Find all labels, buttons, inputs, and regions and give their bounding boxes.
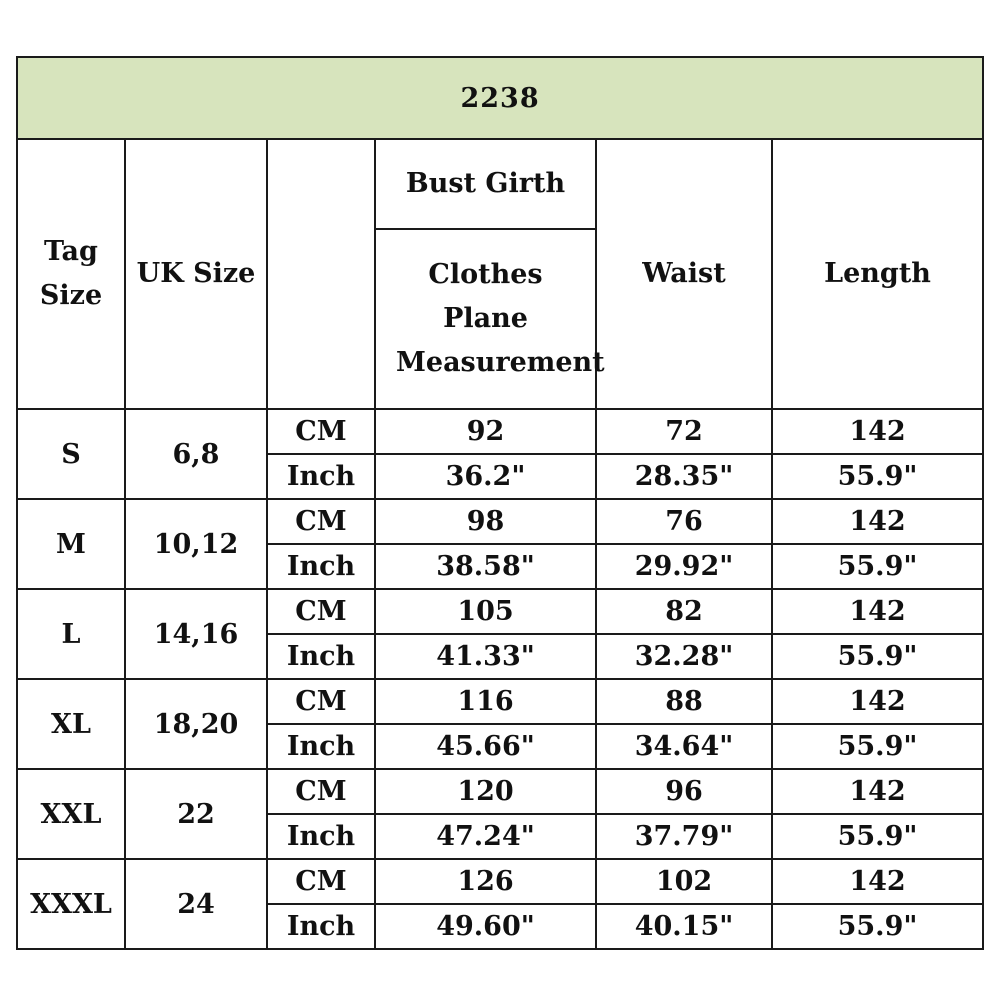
header-clothes-plane-measurement: Clothes Plane Measurement [375,229,596,409]
size-table [16,56,984,950]
unit-cell: Inch [267,904,375,949]
bust-cell: 49.60" [375,904,596,949]
length-cell: 142 [772,859,983,904]
table-row [17,859,983,904]
length-cell: 142 [772,769,983,814]
unit-cell: CM [267,679,375,724]
waist-cell: 88 [596,679,772,724]
uk-size-cell: 18,20 [125,679,267,769]
bust-cell: 38.58" [375,544,596,589]
waist-cell: 37.79" [596,814,772,859]
bust-cell: 126 [375,859,596,904]
size-chart [16,56,982,950]
waist-cell: 76 [596,499,772,544]
header-waist: Waist [596,139,772,409]
waist-cell: 96 [596,769,772,814]
waist-cell: 28.35" [596,454,772,499]
header-uk-size: UK Size [125,139,267,409]
unit-cell: CM [267,769,375,814]
bust-cell: 105 [375,589,596,634]
waist-cell: 32.28" [596,634,772,679]
unit-cell: CM [267,859,375,904]
length-cell: 55.9" [772,904,983,949]
table-row [17,769,983,814]
uk-size-cell: 24 [125,859,267,949]
tag-size-cell: XXXL [17,859,125,949]
bust-cell: 116 [375,679,596,724]
tag-size-cell: L [17,589,125,679]
waist-cell: 40.15" [596,904,772,949]
length-cell: 142 [772,679,983,724]
bust-cell: 47.24" [375,814,596,859]
table-row [17,679,983,724]
waist-cell: 29.92" [596,544,772,589]
bust-cell: 36.2" [375,454,596,499]
tag-size-cell: XL [17,679,125,769]
unit-cell: Inch [267,814,375,859]
length-cell: 142 [772,499,983,544]
length-cell: 142 [772,589,983,634]
length-cell: 55.9" [772,724,983,769]
unit-cell: CM [267,499,375,544]
uk-size-cell: 6,8 [125,409,267,499]
header-unit [267,139,375,409]
bust-cell: 92 [375,409,596,454]
uk-size-cell: 14,16 [125,589,267,679]
length-cell: 55.9" [772,634,983,679]
chart-title: 2238 [17,57,983,139]
unit-cell: CM [267,409,375,454]
length-cell: 55.9" [772,814,983,859]
waist-cell: 82 [596,589,772,634]
table-row [17,589,983,634]
bust-cell: 98 [375,499,596,544]
tag-size-cell: S [17,409,125,499]
uk-size-cell: 22 [125,769,267,859]
unit-cell: CM [267,589,375,634]
unit-cell: Inch [267,724,375,769]
table-row [17,499,983,544]
unit-cell: Inch [267,634,375,679]
bust-cell: 45.66" [375,724,596,769]
bust-cell: 120 [375,769,596,814]
unit-cell: Inch [267,454,375,499]
length-cell: 142 [772,409,983,454]
uk-size-cell: 10,12 [125,499,267,589]
bust-cell: 41.33" [375,634,596,679]
header-tag-size: Tag Size [17,139,125,409]
header-length: Length [772,139,983,409]
unit-cell: Inch [267,544,375,589]
length-cell: 55.9" [772,544,983,589]
waist-cell: 72 [596,409,772,454]
header-bust-girth: Bust Girth [375,139,596,229]
tag-size-cell: XXL [17,769,125,859]
tag-size-cell: M [17,499,125,589]
waist-cell: 102 [596,859,772,904]
length-cell: 55.9" [772,454,983,499]
waist-cell: 34.64" [596,724,772,769]
table-row [17,409,983,454]
